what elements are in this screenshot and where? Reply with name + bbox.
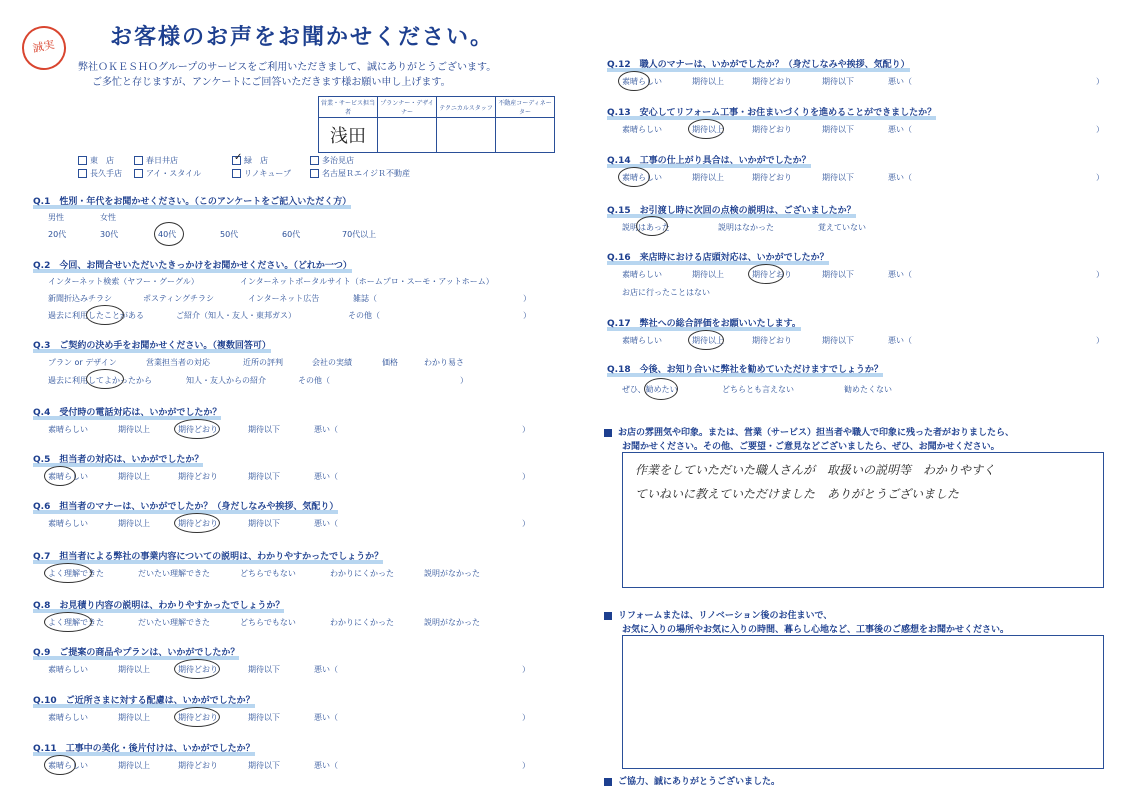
comments-prompt-2: お聞かせください。その他、ご要望・ご意見などございましたら、ぜひ、お聞かせください。 [622,442,1000,452]
reform-prompt-2: お気に入りの場所やお気に入りの時間、暮らし心地など、工事後のご感想をお聞かせください。 [622,625,1010,635]
store-option[interactable]: 多治見店 [310,155,354,166]
reform-prompt-1: リフォームまたは、リノベーション後のお住まいで、 [604,608,832,621]
option-age[interactable]: 70代以上 [342,230,377,239]
rating-option[interactable]: 期待以下 [822,173,854,182]
rating-option[interactable]: 悪い（ [314,713,338,722]
bullet-square-icon [604,429,612,437]
rating-option[interactable]: 期待以上 [118,519,150,528]
option[interactable]: インターネット広告 [248,294,320,303]
staff-header-realestate: 不動産コーディネーター [496,97,555,118]
rating-option[interactable]: 期待以上 [118,472,150,481]
rating-option[interactable]: よく理解できた [48,618,104,627]
paren-close: ） [522,519,530,528]
rating-option[interactable]: 期待どおり [178,665,218,674]
question-title: Q.13 安心してリフォーム工事・お住まいづくりを進めることができましたか？ [607,108,937,118]
option[interactable]: 営業担当者の対応 [146,358,210,367]
option-age[interactable]: 50代 [220,230,239,239]
rating-option[interactable]: 期待どおり [752,270,792,279]
question-title: Q.7 担当者による弊社の事業内容についての説明は、わかりやすかったでしょうか？ [33,552,384,562]
option[interactable]: どちらとも言えない [722,385,794,394]
answer-circle [174,419,220,439]
option[interactable]: 価格 [382,358,398,367]
checkbox-icon [310,169,319,178]
checkbox-icon [134,169,143,178]
rating-option[interactable]: よく理解できた [48,569,104,578]
paren-close: ） [1096,125,1104,134]
option[interactable]: 説明はなかった [718,223,774,232]
answer-circle [618,167,650,187]
store-option[interactable]: 東 店 [78,155,114,166]
answer-circle [644,378,678,400]
handwritten-line-2: ていねいに教えていただけました ありがとうございました [635,487,960,501]
rating-option[interactable]: 素晴らしい [48,425,88,434]
question-title: Q.17 弊社への総合評価をお願いいたします。 [607,319,801,329]
option[interactable]: 近所の評判 [243,358,283,367]
option-selected[interactable]: 説明はあった [622,223,670,232]
paren-close: ） [522,472,530,481]
rating-option[interactable]: 素晴らしい [622,77,662,86]
question-title: Q.9 ご提案の商品やプランは、いかがでしたか？ [33,648,240,658]
answer-circle [748,264,784,284]
checkbox-icon [310,156,319,165]
checkbox-icon [134,156,143,165]
rating-option[interactable]: 期待以上 [692,173,724,182]
handwritten-line-1: 作業をしていただいた職人さんが 取扱いの説明等 わかりやすく [635,463,996,477]
staff-value-sales[interactable]: 浅田 [319,118,378,153]
rating-option[interactable]: 期待以下 [822,125,854,134]
rating-option[interactable]: 期待どおり [752,336,792,345]
answer-circle [618,71,650,91]
rating-option[interactable]: 悪い（ [888,125,912,134]
paren-close: ） [522,761,530,770]
answer-circle [636,216,668,236]
store-option[interactable]: リノキューブ [232,168,291,179]
answer-circle [174,659,220,679]
rating-option[interactable]: 期待以下 [248,519,280,528]
option[interactable]: 会社の実績 [312,358,352,367]
checkbox-icon [78,156,87,165]
rating-option[interactable]: 期待以上 [118,425,150,434]
rating-option[interactable]: 期待以上 [692,125,724,134]
option-age[interactable]: 20代 [48,230,67,239]
option-age[interactable]: 30代 [100,230,119,239]
option[interactable]: 勧めたくない [844,385,892,394]
rating-option[interactable]: 期待どおり [178,519,218,528]
option[interactable]: ポスティングチラシ [143,294,215,303]
rating-option[interactable]: 悪い（ [888,336,912,345]
store-option[interactable]: 春日井店 [134,155,178,166]
paren-close: ） [522,425,530,434]
comments-textarea[interactable] [622,452,1104,588]
option[interactable]: 知人・友人からの紹介 [186,376,266,385]
question-title: Q.8 お見積り内容の説明は、わかりやすかったでしょうか？ [33,601,285,611]
staff-value-planner[interactable] [378,118,437,153]
paren-close: ） [1096,270,1104,279]
checkbox-icon [232,169,241,178]
paren-close: ） [460,376,468,385]
staff-table [318,96,555,153]
paren-close: ） [1096,336,1104,345]
option[interactable]: わかり易さ [424,358,464,367]
question-title: Q.14 工事の仕上がり具合は、いかがでしたか？ [607,156,811,166]
checkbox-checked-icon: ✓ [234,152,243,163]
answer-circle [44,563,92,583]
option[interactable]: インターネット検索（ヤフー・グーグル） [48,277,199,286]
rating-option[interactable]: 期待以下 [248,713,280,722]
rating-option[interactable]: 期待以下 [248,665,280,674]
answer-circle [44,612,92,632]
rating-option[interactable]: 素晴らしい [48,665,88,674]
rating-option[interactable]: 期待以上 [118,713,150,722]
option-selected[interactable]: 過去に利用してよかったから [48,376,152,385]
rating-option[interactable]: 悪い（ [888,77,912,86]
paren-close: ） [1096,173,1104,182]
rating-option[interactable]: 期待以上 [118,665,150,674]
rating-option[interactable]: 素晴らしい [622,125,662,134]
rating-option[interactable]: 期待どおり [178,425,218,434]
question-title: Q.15 お引渡し時に次回の点検の説明は、ございましたか？ [607,206,856,216]
rating-option[interactable]: 説明がなかった [424,569,480,578]
staff-header-planner: プランナー・デザイナー [378,97,437,118]
store-option[interactable]: アイ・スタイル [134,168,201,179]
question-title: Q.12 職人のマナーは、いかがでしたか？（身だしなみや挨拶、気配り） [607,60,910,70]
rating-option[interactable]: 期待どおり [178,713,218,722]
rating-option[interactable]: 期待どおり [752,125,792,134]
rating-option[interactable]: 期待どおり [178,761,218,770]
rating-option[interactable]: 期待以下 [822,336,854,345]
rating-option[interactable]: 悪い（ [314,519,338,528]
store-option-checked[interactable]: ✓ 緑 店 [234,152,268,165]
rating-option[interactable]: 期待以下 [248,472,280,481]
rating-option[interactable]: 期待以下 [822,77,854,86]
option-female[interactable]: 女性 [100,213,116,222]
option[interactable]: プラン or デザイン [48,358,117,367]
intro-line-2: ご多忙と存じますが、アンケートにご回答いただきます様お願い申し上げます。 [92,77,451,88]
paren-close: ） [1096,77,1104,86]
rating-option[interactable]: 素晴らしい [622,336,662,345]
option[interactable]: その他（ [348,311,380,320]
comments-prompt-1: お店の雰囲気や印象。または、営業（サービス）担当者や職人で印象に残った者がおりましたら、 [604,425,1014,438]
rating-option[interactable]: 悪い（ [314,425,338,434]
staff-header-sales: 営業・サービス担当者 [319,97,378,118]
question-title: Q.16 来店時における店頭対応は、いかがでしたか？ [607,253,829,263]
question-title: Q.18 今後、お知り合いに弊社を勧めていただけますでしょうか？ [607,365,883,375]
option[interactable]: 新聞折込みチラシ [48,294,112,303]
option[interactable]: ご紹介（知人・友人・東邦ガス） [176,311,296,320]
rating-option[interactable]: どちらでもない [240,618,296,627]
option[interactable]: インターネットポータルサイト（ホームプロ・スーモ・アットホーム） [240,277,494,286]
store-option[interactable]: 名古屋ＲエイジＲ不動産 [310,168,410,179]
rating-option[interactable]: 素晴らしい [48,713,88,722]
bullet-square-icon [604,612,612,620]
q3-title: Q.3 ご契約の決め手をお聞かせください。（複数回答可） [33,341,271,351]
rating-option[interactable]: 期待どおり [752,77,792,86]
rating-option[interactable]: 期待以上 [692,270,724,279]
rating-option[interactable]: 素晴らしい [622,270,662,279]
q1-title: Q.1 性別・年代をお聞かせください。（このアンケートをご記入いただく方） [33,197,352,207]
answer-circle [44,466,76,486]
answer-circle [174,707,220,727]
option[interactable]: 覚えていない [818,223,866,232]
option-selected[interactable]: ぜひ、勧めたい [622,385,678,394]
question-title: Q.6 担当者のマナーは、いかがでしたか？（身だしなみや挨拶、気配り） [33,502,339,512]
rating-option[interactable]: 悪い（ [888,270,912,279]
option[interactable]: その他（ [298,376,330,385]
answer-circle [154,222,184,246]
option[interactable]: 雑誌（ [353,294,377,303]
answer-circle [688,330,724,350]
answer-circle [174,513,220,533]
rating-option[interactable]: 期待どおり [178,472,218,481]
paren-close: ） [522,713,530,722]
rating-option[interactable]: 悪い（ [888,173,912,182]
rating-option[interactable]: 期待以上 [692,336,724,345]
checkbox-icon [78,169,87,178]
rating-option[interactable]: 素晴らしい [48,519,88,528]
rating-option[interactable]: 悪い（ [314,665,338,674]
answer-circle [688,119,724,139]
answer-circle [86,305,124,325]
rating-option[interactable]: 説明がなかった [424,618,480,627]
rating-option[interactable]: だいたい理解できた [138,569,210,578]
q2-title: Q.2 今回、お問合せいただいたきっかけをお聞かせください。（どれか一つ） [33,261,352,271]
rating-option[interactable]: だいたい理解できた [138,618,210,627]
rating-option[interactable]: どちらでもない [240,569,296,578]
question-title: Q.10 ご近所さまに対する配慮は、いかがでしたか？ [33,696,255,706]
rating-option[interactable]: 期待以上 [118,761,150,770]
rating-option[interactable]: わかりにくかった [330,618,394,627]
rating-option[interactable]: わかりにくかった [330,569,394,578]
staff-value-technical[interactable] [437,118,496,153]
footer-thanks: ご協力、誠にありがとうございました。 [604,774,780,787]
seal-stamp [18,22,70,74]
q16-extra-option[interactable]: お店に行ったことはない [622,288,710,297]
page-title: お客様のお声をお聞かせください。 [110,25,495,50]
option-male[interactable]: 男性 [48,213,64,222]
question-title: Q.5 担当者の対応は、いかがでしたか？ [33,455,204,465]
store-option[interactable]: 長久手店 [78,168,122,179]
rating-option[interactable]: 期待以下 [248,761,280,770]
rating-option[interactable]: 悪い（ [314,472,338,481]
option-selected[interactable]: 過去に利用したことがある [48,311,144,320]
rating-option[interactable]: 素晴らしい [622,173,662,182]
staff-value-realestate[interactable] [496,118,555,153]
option-age[interactable]: 60代 [282,230,301,239]
intro-line-1: 弊社ＯＫＥＳＨＯグループのサービスをご利用いただきまして、誠にありがとうございます。 [78,62,497,73]
staff-header-technical: テクニカルスタッフ [437,97,496,118]
paren-close: ） [523,311,531,320]
bullet-square-icon [604,778,612,786]
rating-option[interactable]: 期待どおり [752,173,792,182]
paren-close: ） [523,294,531,303]
reform-textarea[interactable] [622,635,1104,769]
question-title: Q.11 工事中の美化・後片付けは、いかがでしたか？ [33,744,255,754]
seal-text: 誠実 [31,37,56,56]
rating-option[interactable]: 悪い（ [314,761,338,770]
rating-option[interactable]: 期待以上 [692,77,724,86]
rating-option[interactable]: 期待以下 [822,270,854,279]
answer-circle [86,369,124,389]
rating-option[interactable]: 素晴らしい [48,472,88,481]
answer-circle [44,755,76,775]
paren-close: ） [522,665,530,674]
rating-option[interactable]: 期待以下 [248,425,280,434]
question-title: Q.4 受付時の電話対応は、いかがでしたか？ [33,408,222,418]
option-age-selected[interactable]: 40代 [158,230,177,239]
rating-option[interactable]: 素晴らしい [48,761,88,770]
